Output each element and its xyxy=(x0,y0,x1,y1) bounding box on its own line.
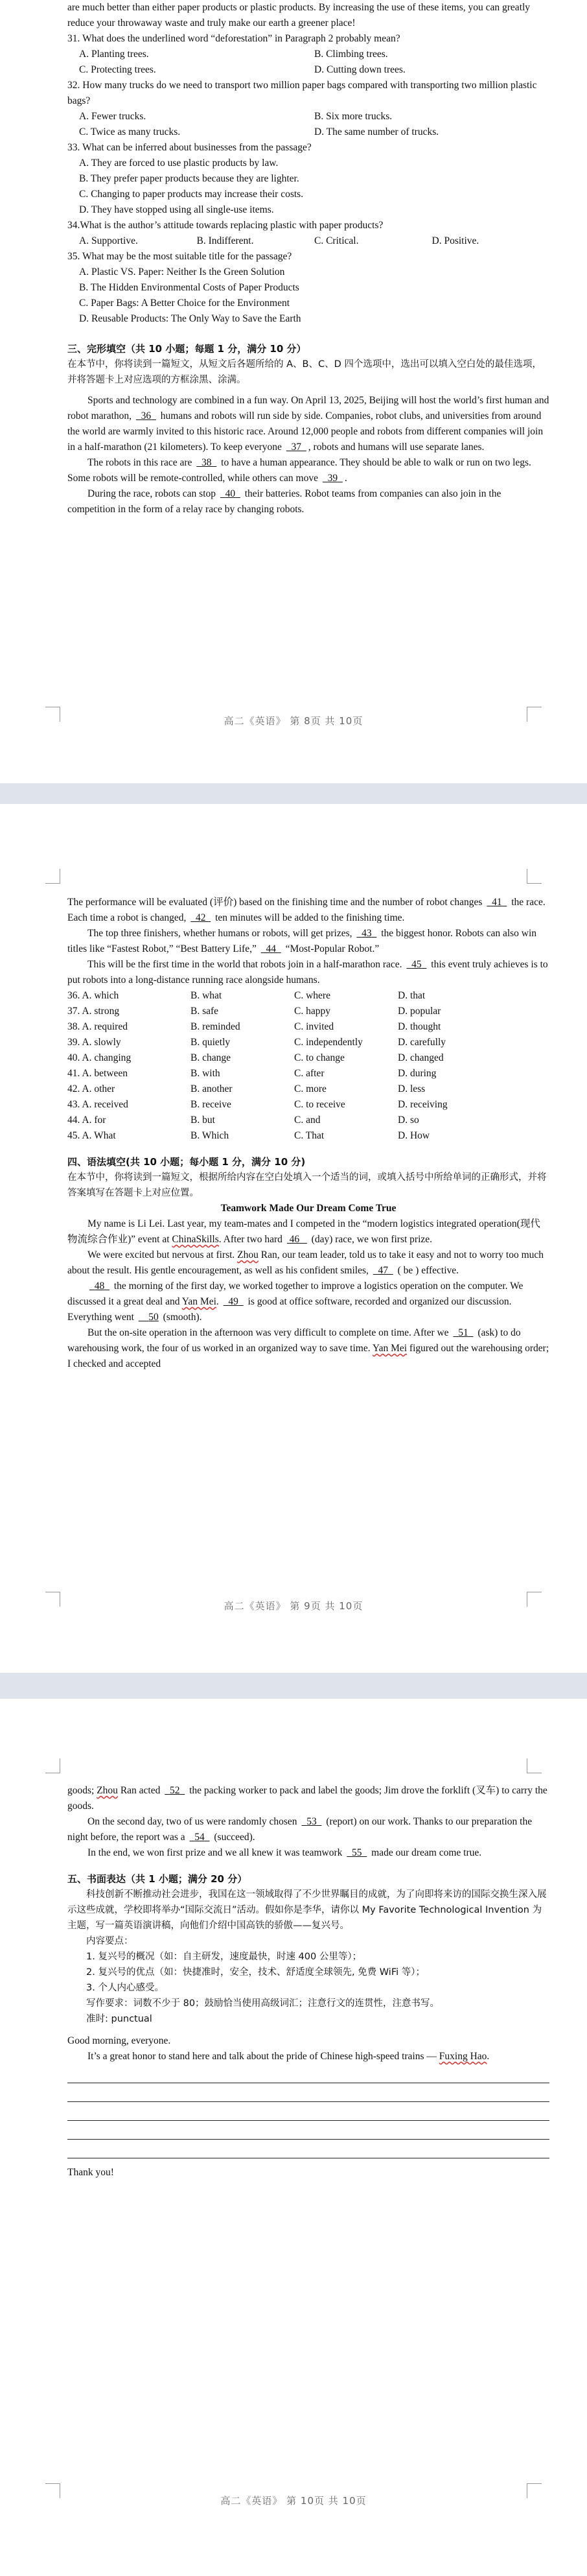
answer-option[interactable]: D. so xyxy=(398,1115,419,1126)
answer-option[interactable]: 39. A. slowly xyxy=(67,1037,121,1048)
answer-option[interactable]: C. independently xyxy=(294,1037,363,1048)
blank-48: 48 xyxy=(94,1281,105,1292)
answer-option[interactable]: D. Reusable Products: The Only Way to Save the Earth xyxy=(79,313,301,324)
reading-questions xyxy=(67,31,549,327)
cloze-paragraph-4: The performance will be evaluated (评价) based on the finishing time and the number of robot changes 41 the race. Each time a robot is changed, 42 ten minutes will be added to the finishing time. xyxy=(67,897,546,923)
cloze-option-row xyxy=(67,1035,549,1050)
answer-option[interactable]: D. changed xyxy=(398,1052,444,1063)
cloze-option-row xyxy=(67,1050,549,1066)
content-points-label: 内容要点： xyxy=(86,1936,133,1946)
cloze-paragraph-5: The top three finishers, whether humans or robots, will get prizes, 43 the biggest honor. Robots can also win titles like “Fastest Robot,” “Best Battery Life,” 44 “Most-Popular Robot.” xyxy=(67,928,537,954)
answer-option[interactable]: B. The Hidden Environmental Costs of Paper Products xyxy=(79,282,299,293)
question-options xyxy=(67,47,549,78)
question-34: 34.What is the author’s attitude towards replacing plastic with paper products? xyxy=(67,220,384,231)
answer-option[interactable]: D. Cutting down trees. xyxy=(314,64,406,75)
answer-option[interactable]: C. more xyxy=(294,1083,327,1094)
question-options xyxy=(67,233,549,249)
answer-option[interactable]: A. Supportive. xyxy=(79,235,138,246)
answer-option[interactable]: D. that xyxy=(398,990,426,1001)
page-footer: 高二《英语》 第 10页 共 10页 xyxy=(220,2495,367,2507)
cloze-option-row xyxy=(67,1004,549,1019)
cloze-option-row xyxy=(67,1113,549,1128)
answer-option[interactable]: D. less xyxy=(398,1083,426,1094)
writing-lines[interactable] xyxy=(67,2064,549,2158)
blank-41: 41 xyxy=(492,897,502,908)
answer-option[interactable]: B. Which xyxy=(190,1130,229,1141)
answer-option[interactable]: D. popular xyxy=(398,1006,441,1017)
answer-option[interactable]: C. Twice as many trucks. xyxy=(79,126,181,137)
cloze-options-table xyxy=(67,988,549,1144)
answer-option[interactable]: D. receiving xyxy=(398,1099,448,1110)
proper-noun-fuxing-hao: Fuxing Hao xyxy=(439,2051,487,2062)
answer-option[interactable]: C. after xyxy=(294,1068,325,1079)
blank-38: 38 xyxy=(201,457,212,468)
answer-option[interactable]: C. invited xyxy=(294,1021,334,1032)
cloze-paragraph-1: Sports and technology are combined in a fun way. On April 13, 2025, Beijing will host the world’s first human and robot marathon, 36 humans and robots will run side by side. Companies, robot clubs, and universities from around the world are warmly invited to this historic race. Around 12,000 people and robots from different companies will join in a half-marathon (21 kilometers). To keep everyone 37 , robots and humans will use separate lanes. xyxy=(67,395,549,453)
blank-49: 49 xyxy=(228,1296,238,1307)
grammar-paragraph-4: But the on-site operation in the afternoon was very difficult to complete on time. After we 51 (ask) to do warehousing work, the four of us worked in an organized way to save time. Yan Mei figured out the warehousing order; I checked and accepted xyxy=(67,1327,549,1369)
content-point-3: 3. 个人内心感受。 xyxy=(86,1983,164,1993)
cloze-option-row xyxy=(67,1128,549,1144)
answer-option[interactable]: 44. A. for xyxy=(67,1115,106,1126)
speech-opening: It’s a great honor to stand here and talk about the pride of Chinese high-speed trains — Fuxing Hao. xyxy=(87,2051,490,2062)
answer-option[interactable]: C. That xyxy=(294,1130,325,1141)
proper-noun-yan-mei: Yan Mei xyxy=(181,1296,216,1307)
answer-option[interactable]: 38. A. required xyxy=(67,1021,128,1032)
blank-44: 44 xyxy=(266,943,276,954)
answer-option[interactable]: C. where xyxy=(294,990,330,1001)
cloze-paragraph-3: During the race, robots can stop 40 their batteries. Robot teams from companies can also join in the competition in the form of a relay race by changing robots. xyxy=(67,488,501,515)
blank-55: 55 xyxy=(352,1847,362,1858)
reading-passage-ending: are much better than either paper products or plastic products. By increasing the use of these items, you can greatly reduce your throwaway waste and truly make our earth a greener place! xyxy=(67,2,531,29)
exam-page-10 xyxy=(0,1699,587,2576)
grammar-paragraph-5: On the second day, two of us were randomly chosen 53 (report) on our work. Thanks to our preparation the night before, the report was a 54 (succeed). xyxy=(67,1816,533,1843)
speech-closing: Thank you! xyxy=(67,2167,114,2178)
blank-54: 54 xyxy=(194,1832,205,1843)
writing-line[interactable] xyxy=(67,2102,549,2121)
blank-47: 47 xyxy=(378,1265,389,1276)
answer-option[interactable]: B. safe xyxy=(190,1006,219,1017)
writing-line[interactable] xyxy=(67,2083,549,2102)
answer-option[interactable]: C. Paper Bags: A Better Choice for the Environment xyxy=(79,298,290,309)
speech-greeting: Good morning, everyone. xyxy=(67,2035,171,2046)
answer-option[interactable]: A. Fewer trucks. xyxy=(79,111,146,122)
page-footer: 高二《英语》 第 9页 共 10页 xyxy=(224,1600,363,1612)
content-point-1: 1. 复兴号的概况（如：自主研发，速度最快，时速 400 公里等）； xyxy=(86,1952,362,1962)
section-4-title: 四、语法填空(共 10 小题；每小题 1 分，满分 10 分) xyxy=(67,1156,306,1168)
answer-option[interactable]: B. They prefer paper products because they are lighter. xyxy=(79,173,299,184)
question-options xyxy=(67,109,549,140)
page-footer: 高二《英语》 第 8页 共 10页 xyxy=(224,715,363,727)
answer-option[interactable]: C. Protecting trees. xyxy=(79,64,156,75)
content-point-2: 2. 复兴号的优点（如：快捷准时，安全，技术、舒适度全球领先, 免费 WiFi 等）； xyxy=(86,1967,425,1978)
proper-noun-chinaskills: ChinaSkills xyxy=(172,1234,219,1245)
answer-option[interactable]: 36. A. which xyxy=(67,990,119,1001)
answer-option[interactable]: D. thought xyxy=(398,1021,441,1032)
cloze-paragraph-2: The robots in this race are 38 to have a human appearance. They should be able to walk or run on two legs. Some robots will be remote-controlled, while others can move 39 . xyxy=(67,457,531,484)
answer-option[interactable]: B. change xyxy=(190,1052,231,1063)
blank-53: 53 xyxy=(306,1816,317,1827)
proper-noun-zhou: Zhou xyxy=(237,1249,259,1260)
word-hint: 准时: punctual xyxy=(86,2014,152,2024)
writing-line[interactable] xyxy=(67,2064,549,2083)
grammar-passage-title: Teamwork Made Our Dream Come True xyxy=(220,1203,397,1214)
answer-option[interactable]: B. with xyxy=(190,1068,220,1079)
answer-option[interactable]: B. what xyxy=(190,990,222,1001)
section-4-instructions: 在本节中，你将读到一篇短文，根据所给内容在空白处填入一个适当的词，或填入括号中所给单词的正确形式，并将答案填写在答题卡上对应位置。 xyxy=(67,1172,547,1198)
question-32: 32. How many trucks do we need to transport two million paper bags compared with transporting two million plastic bags? xyxy=(67,80,537,106)
question-33: 33. What can be inferred about businesses from the passage? xyxy=(67,142,312,153)
answer-option[interactable]: B. another xyxy=(190,1083,233,1094)
grammar-paragraph-4-cont: goods; Zhou Ran acted 52 the packing worker to pack and label the goods; Jim drove the forklift (叉车) to carry the goods. xyxy=(67,1785,547,1812)
answer-option[interactable]: C. Critical. xyxy=(314,235,359,246)
answer-option[interactable]: 41. A. between xyxy=(67,1068,128,1079)
answer-option[interactable]: D. How xyxy=(398,1130,430,1141)
section-5-instructions: 科技创新不断推动社会进步，我国在这一领域取得了不少世界瞩目的成就，为了向即将来访的国际交换生深入展示这些成就，学校即将举办“国际交流日”活动。假如你是李华，请你以 My Favorite Technological Invention 为主题，写一篇英语演讲稿，向他们介绍中国高铁的骄傲——复兴号。 xyxy=(67,1889,547,1931)
exam-page-8 xyxy=(0,0,587,783)
grammar-paragraph-1: My name is Li Lei. Last year, my team-mates and I competed in the “modern logistics integrated operation(现代物流综合作业)” event at ChinaSkills. After two hard 46 (day) race, we won first prize. xyxy=(67,1218,540,1245)
answer-option[interactable]: 43. A. received xyxy=(67,1099,128,1110)
answer-option[interactable]: B. Indifferent. xyxy=(196,235,254,246)
section-5-title: 五、书面表达（共 1 小题；满分 20 分） xyxy=(67,1873,247,1885)
answer-option[interactable]: B. Six more trucks. xyxy=(314,111,393,122)
cloze-option-row xyxy=(67,1066,549,1081)
answer-option[interactable]: C. and xyxy=(294,1115,321,1126)
section-3-title: 三、完形填空（共 10 小题；每题 1 分，满分 10 分） xyxy=(67,343,306,355)
answer-option[interactable]: B. Climbing trees. xyxy=(314,49,388,60)
crop-mark xyxy=(527,869,542,884)
blank-43: 43 xyxy=(362,928,372,939)
answer-option[interactable]: A. Planting trees. xyxy=(79,49,149,60)
blank-46: 46 xyxy=(289,1234,300,1245)
answer-option[interactable]: B. but xyxy=(190,1115,215,1126)
answer-option[interactable]: C. to receive xyxy=(294,1099,345,1110)
blank-42: 42 xyxy=(195,912,206,923)
crop-mark xyxy=(527,1758,542,1773)
exam-page-9 xyxy=(0,804,587,1673)
cloze-option-row xyxy=(67,1097,549,1113)
blank-37: 37 xyxy=(291,442,302,453)
writing-line[interactable] xyxy=(67,2140,549,2158)
answer-option[interactable]: 40. A. changing xyxy=(67,1052,132,1063)
blank-40: 40 xyxy=(225,488,236,499)
question-35: 35. What may be the most suitable title for the passage? xyxy=(67,251,292,262)
writing-requirements: 写作要求：词数不少于 80；鼓励恰当使用高级词汇；注意行文的连贯性，注意书写。 xyxy=(86,1998,440,2009)
cloze-paragraph-6: This will be the first time in the world that robots join in a half-marathon race. 45 this event truly achieves is to put robots into a long-distance running race alongside humans. xyxy=(67,959,548,986)
answer-option[interactable]: C. happy xyxy=(294,1006,330,1017)
answer-option[interactable]: B. receive xyxy=(190,1099,231,1110)
cloze-option-row xyxy=(67,1019,549,1035)
answer-option[interactable]: C. to change xyxy=(294,1052,345,1063)
answer-option[interactable]: B. quietly xyxy=(190,1037,231,1048)
proper-noun-yan-mei: Yan Mei xyxy=(372,1343,408,1354)
answer-option[interactable]: D. carefully xyxy=(398,1037,446,1048)
grammar-paragraph-6: In the end, we won first prize and we all knew it was teamwork 55 made our dream come true. xyxy=(87,1847,482,1858)
blank-51: 51 xyxy=(458,1327,468,1338)
answer-option[interactable]: D. Positive. xyxy=(432,235,479,246)
answer-option[interactable]: A. Plastic VS. Paper: Neither Is the Green Solution xyxy=(79,266,285,278)
crop-mark xyxy=(45,869,60,884)
answer-option[interactable]: 42. A. other xyxy=(67,1083,115,1094)
proper-noun-zhou: Zhou xyxy=(97,1785,118,1796)
answer-option[interactable]: B. reminded xyxy=(190,1021,240,1032)
blank-36: 36 xyxy=(141,410,152,421)
question-options xyxy=(67,156,549,218)
writing-line[interactable] xyxy=(67,2121,549,2140)
grammar-paragraph-2: We were excited but nervous at first. Zhou Ran, our team leader, told us to take it easy and not to worry too much about the result. His gentle encouragement, as well as his confident smiles, 47 ( be ) effective. xyxy=(67,1249,544,1276)
answer-option[interactable]: D. They have stopped using all single-use items. xyxy=(79,204,274,215)
section-3-instructions: 在本节中，你将读到一篇短文，从短文后各题所给的 A、B、C、D 四个选项中，选出可以填入空白处的最佳选项，并将答题卡上对应选项的方框涂黑、涂满。 xyxy=(67,359,542,385)
answer-option[interactable]: A. They are forced to use plastic products by law. xyxy=(79,158,279,169)
cloze-option-row xyxy=(67,1081,549,1097)
blank-50: 50 xyxy=(148,1312,159,1323)
answer-option[interactable]: D. during xyxy=(398,1068,437,1079)
blank-45: 45 xyxy=(411,959,422,970)
blank-39: 39 xyxy=(327,473,338,484)
answer-option[interactable]: D. The same number of trucks. xyxy=(314,126,439,137)
question-options xyxy=(67,265,549,327)
question-31: 31. What does the underlined word “deforestation” in Paragraph 2 probably mean? xyxy=(67,33,400,44)
answer-option[interactable]: 45. A. What xyxy=(67,1130,116,1141)
cloze-option-row xyxy=(67,988,549,1004)
answer-option[interactable]: 37. A. strong xyxy=(67,1006,120,1017)
blank-52: 52 xyxy=(169,1785,180,1796)
grammar-paragraph-3: 48 the morning of the first day, we worked together to improve a logistics operation on the computer. We discussed it a great deal and Yan Mei. 49 is good at office software, recorded and organized our discussion. Everything went 50 (smooth). xyxy=(67,1281,524,1323)
crop-mark xyxy=(45,1758,60,1773)
answer-option[interactable]: C. Changing to paper products may increase their costs. xyxy=(79,189,304,200)
